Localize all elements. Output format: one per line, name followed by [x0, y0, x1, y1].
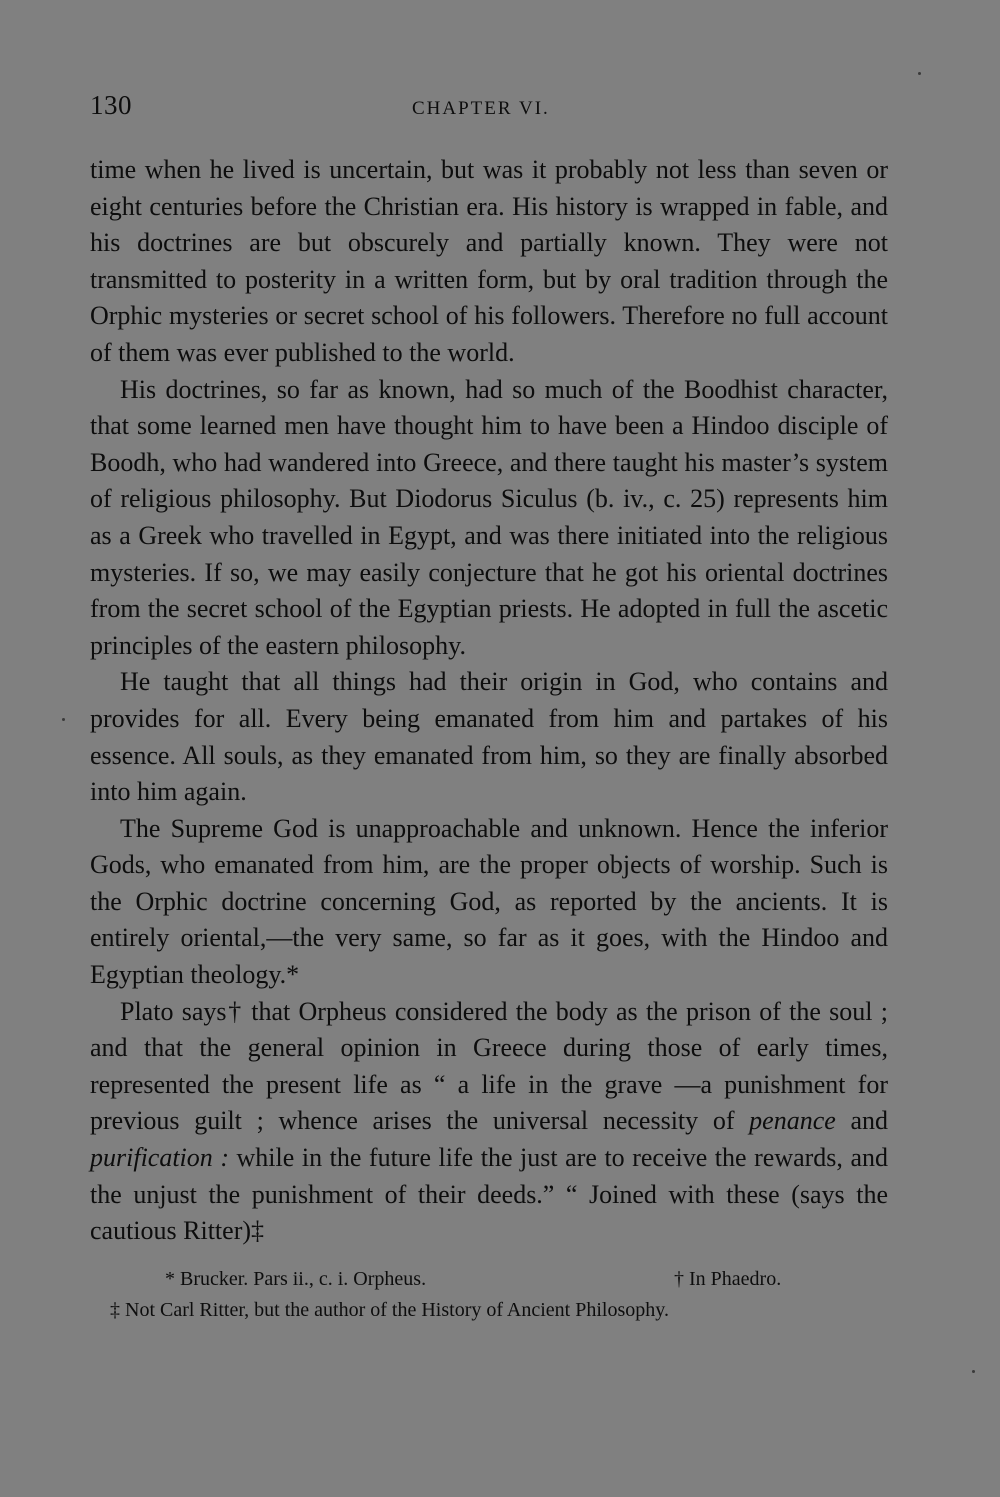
footnotes: [90, 1264, 888, 1326]
paragraph-1: time when he lived is uncertain, but was it probably not less than seven or eight centuries before the Christian era. His history is wrapped in fable, and his doctrines are but obscurely and partially known. They were not transmitted to posterity in a written form, but by oral tradition through the Orphic mysteries or secret school of his followers. Therefore no full account of them was ever published to the world.: [90, 155, 888, 367]
page-number: 130: [90, 90, 132, 120]
footnote-row-2: [90, 1295, 888, 1326]
print-speck: [972, 1370, 975, 1373]
paragraph-2: His doctrines, so far as known, had so much of the Boodhist character, that some learned men have thought him to have been a Hindoo disciple of Boodh, who had wandered into Greece, and there taught his master’s system of religious philosophy. But Diodorus Siculus (b. iv., c. 25) represents him as a Greek who travelled in Egypt, and was there initiated into the religious mysteries. If so, we may easily conjecture that he got his oriental doctrines from the secret school of the Egyptian priests. He adopted in full the ascetic principles of the eastern philosophy.: [90, 374, 888, 660]
body-text: [90, 152, 888, 1250]
paragraph-4: The Supreme God is unapproachable and unknown. Hence the inferior Gods, who emanated from him, are the proper objects of worship. Such is the Orphic doctrine concerning God, as reported by the ancients. It is entirely oriental,—the very same, so far as it goes, with the Hindoo and Egyptian theology.*: [90, 813, 888, 990]
paragraph-5-part-1: Plato says† that Orpheus considered the body as the prison of the soul ; and that the general opinion in Greece during those of early times, represented the present life as “ a life in the grave —a punishment for previous guilt ; whence arises the universal necessity of: [90, 996, 888, 1136]
footnote-row-1: [90, 1264, 888, 1295]
footnote-phaedro: † In Phaedro.: [674, 1267, 782, 1290]
footnote-brucker: * Brucker. Pars ii., c. i. Orpheus.: [165, 1267, 427, 1290]
print-speck: [62, 718, 65, 721]
running-head: CHAPTER VI.: [412, 98, 550, 119]
paragraph-5: [90, 994, 888, 1250]
paragraph-3: He taught that all things had their origin in God, who contains and provides for all. Every being emanated from him and partakes of his essence. All souls, as they emanated from him, so they are finally absorbed into him again.: [90, 667, 888, 807]
italic-penance: penance: [749, 1106, 836, 1136]
book-page: [90, 90, 888, 1326]
print-speck: [918, 72, 921, 75]
page-header: [90, 90, 888, 130]
italic-purification: purification :: [90, 1143, 229, 1173]
paragraph-5-part-2: while in the future life the just are to receive the rewards, and the unjust the punishment of their deeds.” “ Joined with these (says the cautious Ritter)‡: [90, 1143, 888, 1246]
paragraph-5-conjunction: and: [835, 1106, 888, 1136]
footnote-ritter: ‡ Not Carl Ritter, but the author of the History of Ancient Philosophy.: [110, 1298, 669, 1321]
